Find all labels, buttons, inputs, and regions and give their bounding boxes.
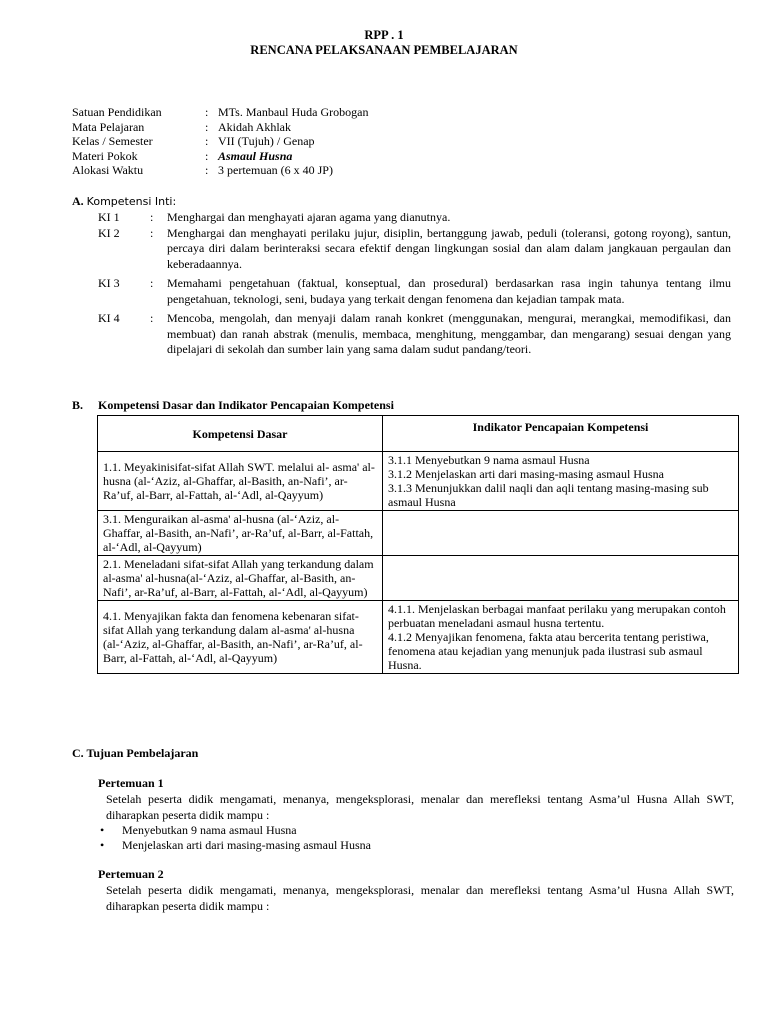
ki-label: KI 1 (98, 210, 120, 224)
ki-item (98, 210, 732, 226)
list-item (98, 823, 734, 838)
identity-colon: : (205, 148, 209, 163)
objective-text: Menjelaskan arti dari masing-masing asmaul Husna (122, 837, 371, 852)
identity-row (72, 163, 368, 178)
identity-row (72, 120, 368, 135)
indicator-item: 4.1.2 Menyajikan fenomena, fakta atau bercerita tentang peristiwa, fenomena atau kejadian yang menunjuk pada ilustrasi sub asmaul Husna. (388, 630, 709, 672)
section-c-heading: C. Tujuan Pembelajaran (72, 746, 199, 760)
ki-text: Memahami pengetahuan (faktual, konseptual, dan prosedural) berdasarkan rasa ingin tahunya tentang ilmu pengetahuan, teknologi, seni, budaya yang terkait dengan fenomena dan kejadian tampak mata. (167, 276, 731, 306)
table-row (98, 601, 739, 674)
list-item (98, 838, 734, 853)
indicator-item: 4.1.1. Menjelaskan berbagai manfaat perilaku yang merupakan contoh perbuatan meneladani asmaul husna tertentu. (388, 602, 726, 630)
kd-cell: 3.1. Menguraikan al-asma' al-husna (al-‘Aziz, al-Ghaffar, al-Basith, an-Nafi’, ar-Ra’uf, al-Barr, al-Fattah, al-‘Adl, al-Qayyum) (98, 511, 383, 556)
identity-value: 3 pertemuan (6 x 40 JP) (218, 163, 333, 177)
ki-item (98, 276, 732, 307)
ki-text: Menghargai dan menghayati ajaran agama yang dianutnya. (167, 210, 451, 224)
identity-row (72, 105, 368, 120)
kd-cell: 4.1. Menyajikan fakta dan fenomena kebenaran sifat-sifat Allah yang terkandung dalam al-asma' al-husna (al-‘Aziz, al-Ghaffar, al-Basith, an-Nafi’, ar-Ra’uf, al-Barr, al-Fattah, al-‘Adl, al-Qayyum) (98, 601, 383, 674)
identity-colon: : (205, 134, 209, 148)
rpp-number: RPP . 1 (364, 28, 404, 42)
identity-value: VII (Tujuh) / Genap (218, 134, 315, 148)
objective-list (98, 823, 734, 852)
identity-label: Satuan Pendidikan (72, 105, 162, 119)
section-c (72, 746, 734, 914)
rpp-title: RENCANA PELAKSANAAN PEMBELAJARAN (250, 43, 518, 57)
identity-row (72, 134, 368, 149)
table-row (98, 556, 739, 601)
indicator-item: 3.1.2 Menjelaskan arti dari masing-masing asmaul Husna (388, 467, 664, 481)
meeting-title: Pertemuan 1 (98, 776, 164, 790)
indicator-cell (383, 452, 739, 511)
ki-colon: : (150, 225, 154, 240)
section-b-title: Kompetensi Dasar dan Indikator Pencapaian Kompetensi (98, 398, 394, 412)
meeting-title: Pertemuan 2 (98, 867, 164, 881)
bullet-icon: • (100, 823, 105, 837)
ki-colon: : (150, 210, 154, 224)
identity-colon: : (205, 105, 209, 119)
table-header-indicator: Indikator Pencapaian Kompetensi (383, 416, 739, 452)
objective-text: Menyebutkan 9 nama asmaul Husna (122, 823, 297, 837)
identity-label: Kelas / Semester (72, 134, 153, 148)
identity-value: Akidah Akhlak (218, 119, 291, 134)
ki-colon: : (150, 276, 154, 290)
meeting-text: Setelah peserta didik mengamati, menanya, mengeksplorasi, menalar dan merefleksi tentang Asma’ul Husna Allah SWT, diharapkan peserta didik mampu : (106, 883, 734, 913)
table-header-row (98, 416, 739, 452)
meeting-text: Setelah peserta didik mengamati, menanya, mengeksplorasi, menalar dan merefleksi tentang Asma’ul Husna Allah SWT, diharapkan peserta didik mampu : (106, 792, 734, 822)
identity-colon: : (205, 119, 209, 134)
identity-label: Materi Pokok (72, 148, 138, 163)
indicator-item: 3.1.3 Menunjukkan dalil naqli dan aqli tentang masing-masing sub asmaul Husna (388, 481, 709, 509)
identity-row (72, 149, 368, 164)
ki-label: KI 4 (98, 311, 120, 325)
bullet-icon: • (100, 837, 105, 852)
ki-colon: : (150, 311, 154, 325)
table-row (98, 511, 739, 556)
ki-text: Menghargai dan menghayati perilaku jujur, disiplin, bertanggung jawab, peduli (toleransi, gotong royong), santun, percaya diri dalam berinteraksi secara efektif dengan lingkungan sosial dan alam dalam jangkauan pergaulan dan keberadaannya. (167, 225, 731, 271)
indicator-item: 3.1.1 Menyebutkan 9 nama asmaul Husna (388, 453, 590, 467)
indicator-cell (383, 601, 739, 674)
kd-cell: 2.1. Meneladani sifat-sifat Allah yang terkandung dalam al-asma' al-husna(al-‘Aziz, al-Ghaffar, al-Basith, an-Nafi’, ar-Ra’uf, al-Barr, al-Fattah, al-‘Adl, al-Qayyum) (98, 556, 383, 601)
table-row (98, 452, 739, 511)
competency-table (97, 415, 739, 674)
indicator-cell (383, 556, 739, 601)
identity-label: Mata Pelajaran (72, 119, 145, 134)
section-b-letter: B. (72, 398, 84, 412)
identity-block (72, 105, 368, 178)
section-b-heading (72, 398, 394, 413)
section-a-letter: A. (72, 194, 84, 208)
ki-label: KI 2 (98, 225, 120, 240)
ki-item (98, 311, 732, 358)
section-a (72, 194, 732, 358)
document-title (0, 28, 768, 58)
indicator-cell (383, 511, 739, 556)
identity-value: Asmaul Husna (218, 148, 293, 163)
table-header-kd: Kompetensi Dasar (98, 416, 383, 452)
identity-colon: : (205, 163, 209, 177)
meeting-1 (98, 776, 734, 852)
ki-text: Mencoba, mengolah, dan menyaji dalam ranah konkret (menggunakan, mengurai, merangkai, memodifikasi, dan membuat) dan ranah abstrak (menulis, membaca, menghitung, menggambar, dan mengarang) sesuai dengan yang dipelajari di sekolah dan sumber lain yang sama dalam sudut pandang/teori. (167, 311, 731, 356)
kd-cell: 1.1. Meyakinisifat-sifat Allah SWT. melalui al- asma' al-husna (al-‘Aziz, al-Ghaffar, al-Basith, an-Nafi’, ar-Ra’uf, al-Barr, al-Fattah, al-‘Adl, al-Qayyum) (98, 452, 383, 511)
ki-item (98, 226, 732, 273)
meeting-2 (98, 867, 734, 914)
identity-value: MTs. Manbaul Huda Grobogan (218, 105, 369, 119)
section-a-title: Kompetensi Inti: (86, 195, 177, 208)
section-a-heading (72, 194, 732, 209)
ki-label: KI 3 (98, 276, 120, 290)
identity-label: Alokasi Waktu (72, 163, 144, 177)
